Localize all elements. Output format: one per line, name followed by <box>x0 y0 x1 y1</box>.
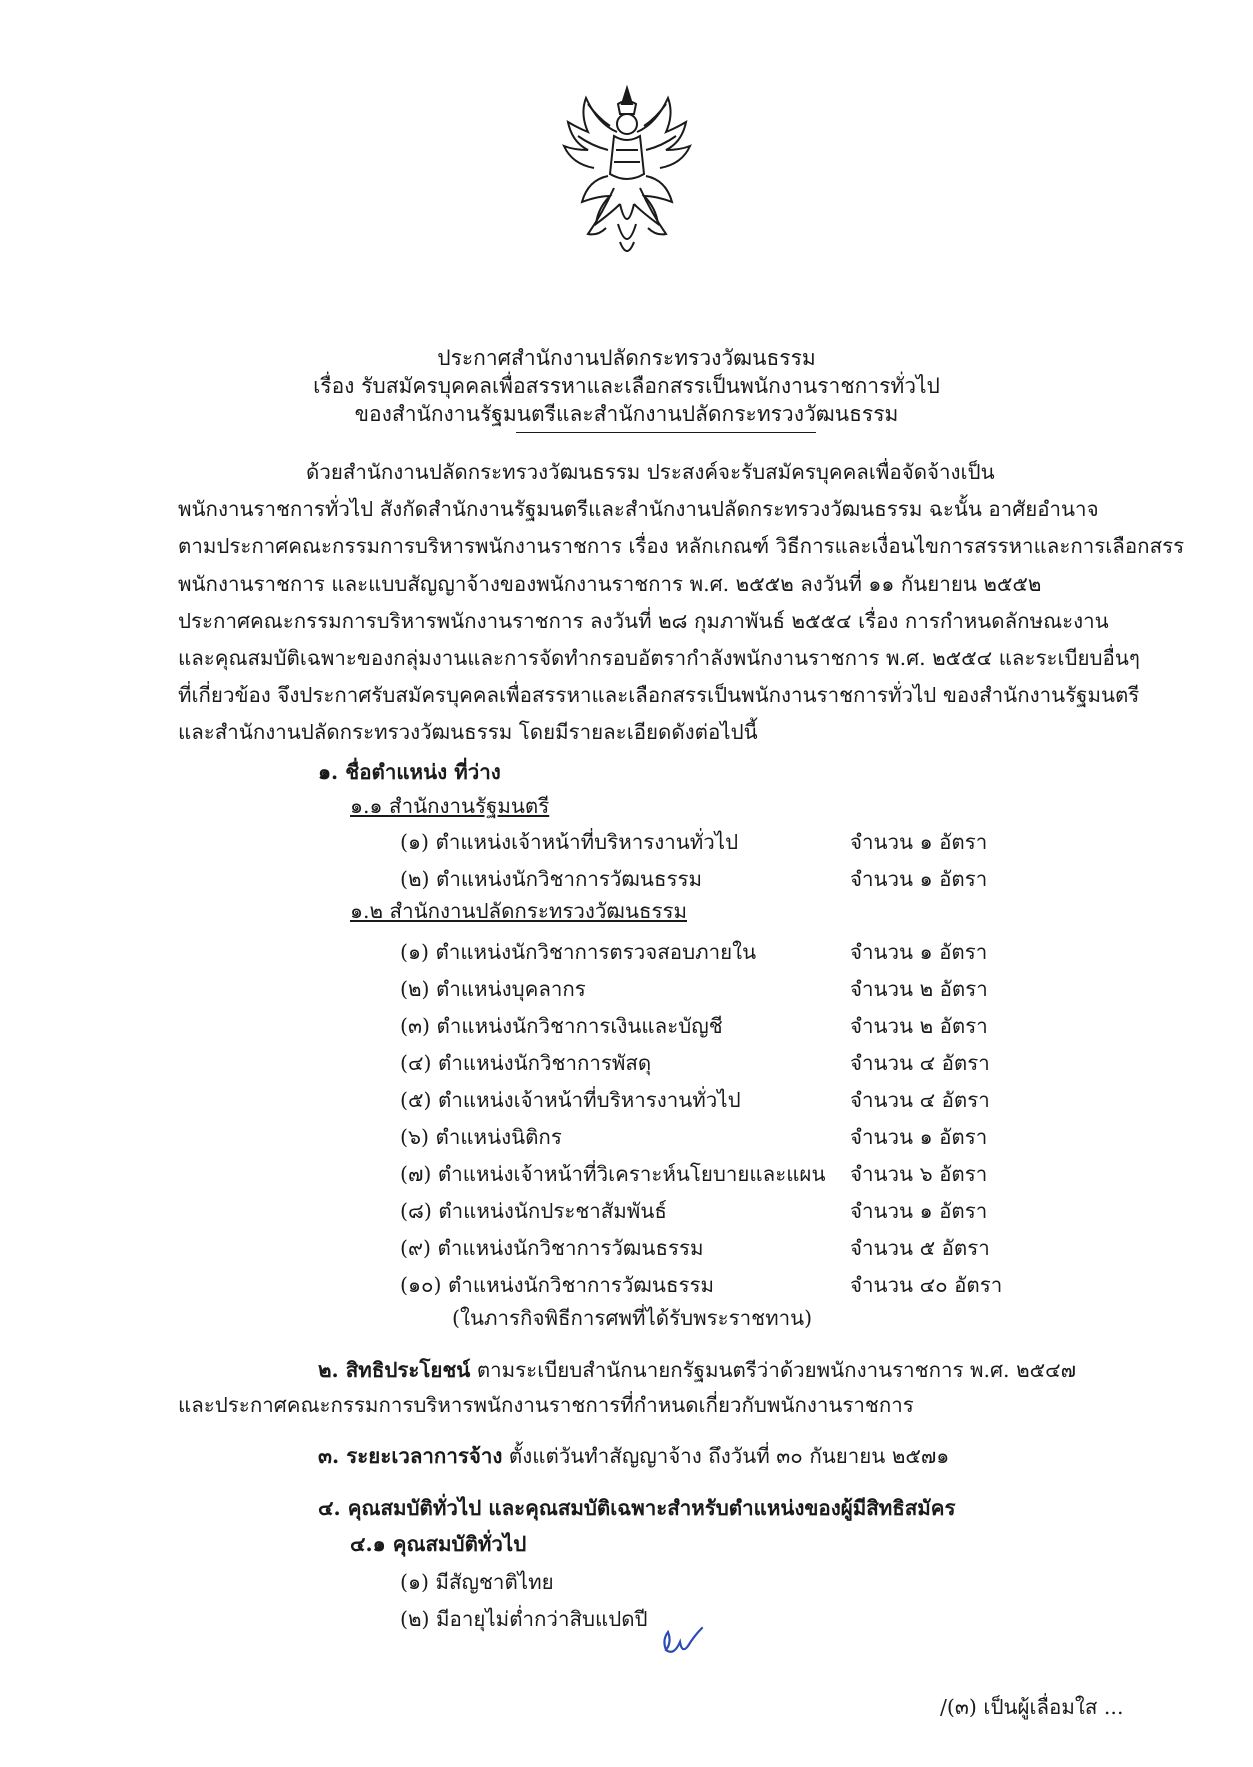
position-count: จำนวน ๖ อัตรา <box>850 1162 988 1186</box>
section4-heading: ๔. คุณสมบัติทั่วไป และคุณสมบัติเฉพาะสำหรับตำแหน่งของผู้มีสิทธิสมัคร <box>318 1496 956 1520</box>
position-name: (๕) ตำแหน่งเจ้าหน้าที่บริหารงานทั่วไป <box>400 1088 741 1112</box>
position-count: จำนวน ๒ อัตรา <box>850 1014 988 1038</box>
position-count: จำนวน ๑ อัตรา <box>850 940 988 964</box>
section2-line2: และประกาศคณะกรรมการบริหารพนักงานราชการที่กำหนดเกี่ยวกับพนักงานราชการ <box>178 1393 914 1417</box>
section1-sub1-title: ๑.๑ สำนักงานรัฐมนตรี <box>350 794 550 818</box>
section3-line <box>318 1442 949 1470</box>
position-name: (๔) ตำแหน่งนักวิชาการพัสดุ <box>400 1051 652 1075</box>
qualification-item: (๒) มีอายุไม่ต่ำกว่าสิบแปดปี <box>400 1607 648 1631</box>
position-name: (๑) ตำแหน่งเจ้าหน้าที่บริหารงานทั่วไป <box>400 830 739 854</box>
position-count: จำนวน ๒ อัตรา <box>850 977 988 1001</box>
position-count: จำนวน ๔๐ อัตรา <box>850 1273 1003 1297</box>
intro-line: ที่เกี่ยวข้อง จึงประกาศรับสมัครบุคคลเพื่อสรรหาและเลือกสรรเป็นพนักงานราชการทั่วไป ของสำนักงานรัฐมนตรี <box>178 683 1140 708</box>
qualification-item: (๑) มีสัญชาติไทย <box>400 1570 554 1594</box>
position-name: (๒) ตำแหน่งนักวิชาการวัฒนธรรม <box>400 867 702 891</box>
section2-heading: ๒. สิทธิประโยชน์ <box>318 1358 471 1382</box>
section3-heading: ๓. ระยะเวลาการจ้าง <box>318 1444 503 1468</box>
position-name: (๑) ตำแหน่งนักวิชาการตรวจสอบภายใน <box>400 940 757 964</box>
section3-text: ตั้งแต่วันทำสัญญาจ้าง ถึงวันที่ ๓๐ กันยายน ๒๕๗๑ <box>502 1444 950 1468</box>
intro-line: ตามประกาศคณะกรรมการบริหารพนักงานราชการ เรื่อง หลักเกณฑ์ วิธีการและเงื่อนไขการสรรหาและการเลือกสรร <box>178 534 1185 559</box>
position-name: (๑๐) ตำแหน่งนักวิชาการวัฒนธรรม <box>400 1273 714 1297</box>
position-count: จำนวน ๑ อัตรา <box>850 1125 988 1149</box>
header-divider <box>516 432 816 433</box>
position-count: จำนวน ๔ อัตรา <box>850 1051 990 1075</box>
intro-line: ด้วยสำนักงานปลัดกระทรวงวัฒนธรรม ประสงค์จะรับสมัครบุคคลเพื่อจัดจ้างเป็น <box>306 460 995 484</box>
position-name: (๖) ตำแหน่งนิติกร <box>400 1125 562 1149</box>
position-name: (๙) ตำแหน่งนักวิชาการวัฒนธรรม <box>400 1236 704 1260</box>
intro-paragraph <box>178 454 1185 752</box>
section1-sub2-title: ๑.๒ สำนักงานปลัดกระทรวงวัฒนธรรม <box>350 899 687 923</box>
intro-line: และสำนักงานปลัดกระทรวงวัฒนธรรม โดยมีรายละเอียดดังต่อไปนี้ <box>178 720 758 745</box>
intro-line: พนักงานราชการทั่วไป สังกัดสำนักงานรัฐมนตรีและสำนักงานปลัดกระทรวงวัฒนธรรม ฉะนั้น อาศัยอำนาจ <box>178 497 1099 522</box>
section2-text: ตามระเบียบสำนักนายกรัฐมนตรีว่าด้วยพนักงานราชการ พ.ศ. ๒๕๔๗ <box>470 1358 1077 1382</box>
garuda-emblem <box>558 84 696 262</box>
position-count: จำนวน ๔ อัตรา <box>850 1088 990 1112</box>
section4-sub1-title: ๔.๑ คุณสมบัติทั่วไป <box>350 1532 527 1556</box>
position-count: จำนวน ๑ อัตรา <box>850 867 988 891</box>
position-name: (๗) ตำแหน่งเจ้าหน้าที่วิเคราะห์นโยบายและแผน <box>400 1162 826 1186</box>
initials-signature <box>658 1620 706 1660</box>
intro-line: และคุณสมบัติเฉพาะของกลุ่มงานและการจัดทำกรอบอัตรากำลังพนักงานราชการ พ.ศ. ๒๕๕๔ และระเบียบอื่นๆ <box>178 646 1140 671</box>
position-name: (๓) ตำแหน่งนักวิชาการเงินและบัญชี <box>400 1014 723 1038</box>
announcement-subject: เรื่อง รับสมัครบุคคลเพื่อสรรหาและเลือกสรรเป็นพนักงานราชการทั่วไป <box>313 374 940 398</box>
intro-line: ประกาศคณะกรรมการบริหารพนักงานราชการ ลงวันที่ ๒๘ กุมภาพันธ์ ๒๕๕๔ เรื่อง การกำหนดลักษณะงาน <box>178 608 1109 633</box>
position-name: (๘) ตำแหน่งนักประชาสัมพันธ์ <box>400 1199 667 1223</box>
page-continuation: /(๓) เป็นผู้เลื่อมใส ... <box>940 1695 1124 1719</box>
announcement-title: ประกาศสำนักงานปลัดกระทรวงวัฒนธรรม <box>437 346 816 370</box>
position-count: จำนวน ๑ อัตรา <box>850 1199 988 1223</box>
section1-heading: ๑. ชื่อตำแหน่ง ที่ว่าง <box>318 760 501 784</box>
position-count: จำนวน ๑ อัตรา <box>850 830 988 854</box>
intro-line: พนักงานราชการ และแบบสัญญาจ้างของพนักงานราชการ พ.ศ. ๒๕๕๒ ลงวันที่ ๑๑ กันยายน ๒๕๕๒ <box>178 571 1042 596</box>
position-count: จำนวน ๕ อัตรา <box>850 1236 990 1260</box>
announcement-scope: ของสำนักงานรัฐมนตรีและสำนักงานปลัดกระทรวงวัฒนธรรม <box>354 402 899 426</box>
section2-line1 <box>318 1356 1076 1384</box>
position-name: (๒) ตำแหน่งบุคลากร <box>400 977 586 1001</box>
position-note: (ในภารกิจพิธีการศพที่ได้รับพระราชทาน) <box>452 1306 813 1330</box>
